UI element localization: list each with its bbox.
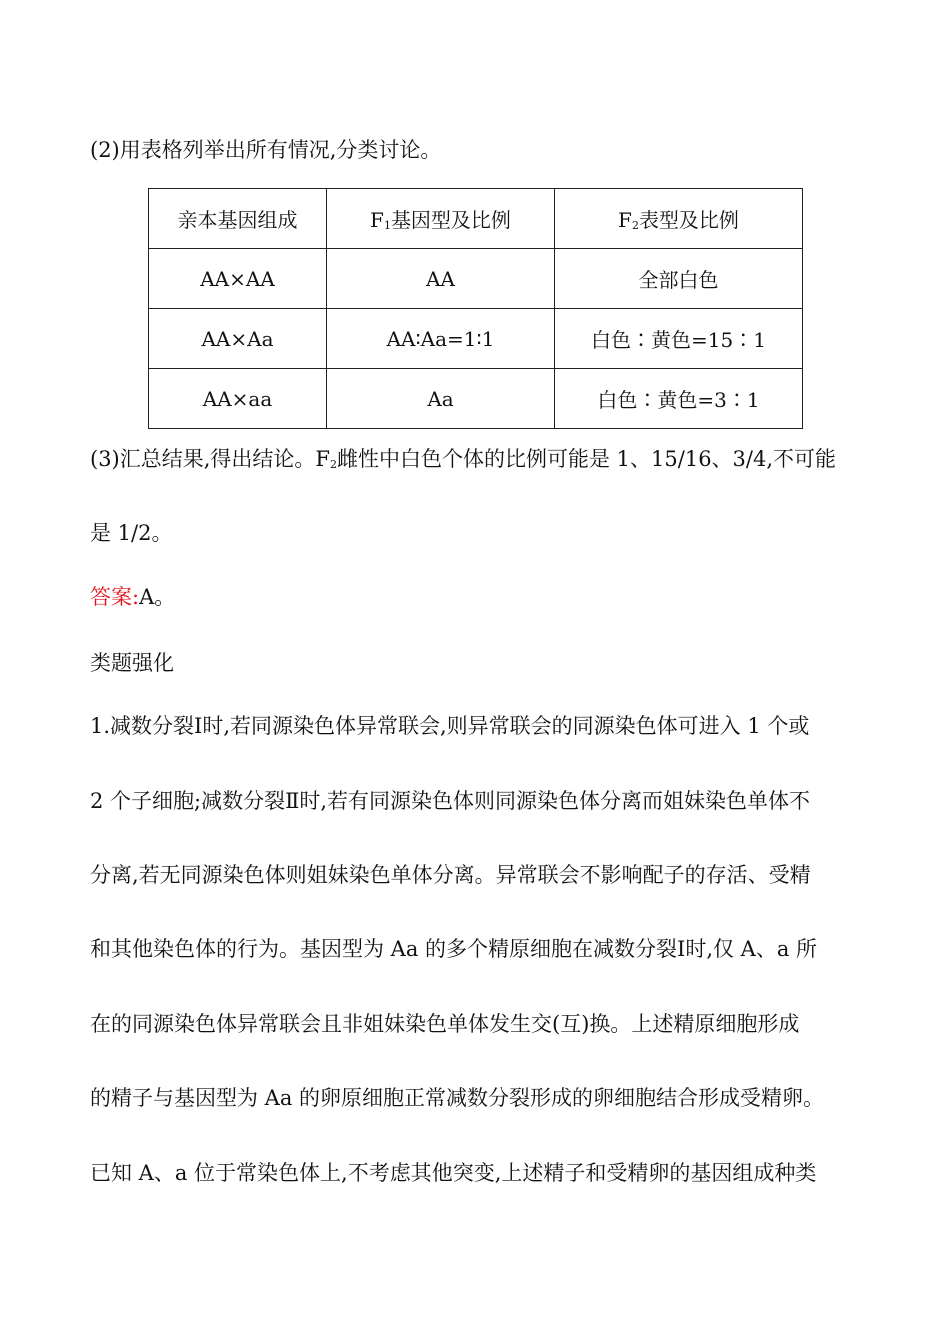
question-line: 分离,若无同源染色体则姐妹染色单体分离。异常联会不影响配子的存活、受精 — [90, 863, 811, 887]
table-cell: AA×Aa — [149, 309, 327, 369]
table-cell: 全部白色 — [555, 249, 803, 309]
table-cell: 白色∶黄色=15∶1 — [555, 309, 803, 369]
question-line: 在的同源染色体异常联会且非姐妹染色单体发生交(互)换。上述精原细胞形成 — [90, 1012, 800, 1036]
step2-text: (2)用表格列举出所有情况,分类讨论。 — [90, 138, 442, 162]
step3-text-continued: 是 1/2。 — [90, 521, 173, 545]
answer-label: 答案: — [90, 585, 140, 609]
table-row — [149, 249, 803, 309]
question-line: 和其他染色体的行为。基因型为 Aa 的多个精原细胞在减数分裂Ⅰ时,仅 A、a 所 — [90, 937, 818, 961]
table-cell: AA∶Aa=1∶1 — [327, 309, 555, 369]
table-cell: AA — [327, 249, 555, 309]
answer-line — [90, 582, 860, 612]
table-row — [149, 309, 803, 369]
table-cell: AA×aa — [149, 369, 327, 429]
question-line: 1.减数分裂Ⅰ时,若同源染色体异常联会,则异常联会的同源染色体可进入 1 个或 — [90, 714, 810, 738]
genotype-table — [148, 188, 803, 429]
header-parent-genotype: 亲本基因组成 — [149, 189, 327, 249]
header-f1-genotype: $F_1$基因型及比例 — [327, 189, 555, 249]
question-line: 2 个子细胞;减数分裂Ⅱ时,若有同源染色体则同源染色体分离而姐妹染色单体不 — [90, 789, 811, 813]
table-row — [149, 369, 803, 429]
answer-value: A。 — [139, 585, 176, 609]
table-header-row — [149, 189, 803, 249]
step3-text: (3)汇总结果,得出结论。$F_2$雌性中白色个体的比例可能是 1、15/16、3/4,不可能 — [90, 447, 837, 471]
header-f2-phenotype: $F_2$表型及比例 — [555, 189, 803, 249]
section-title: 类题强化 — [90, 651, 174, 675]
question-line: 的精子与基因型为 Aa 的卵原细胞正常减数分裂形成的卵细胞结合形成受精卵。 — [90, 1086, 825, 1110]
table-cell: Aa — [327, 369, 555, 429]
table-cell: 白色∶黄色=3∶1 — [555, 369, 803, 429]
question-line: 已知 A、a 位于常染色体上,不考虑其他突变,上述精子和受精卵的基因组成种类 — [90, 1161, 817, 1185]
table-cell: AA×AA — [149, 249, 327, 309]
